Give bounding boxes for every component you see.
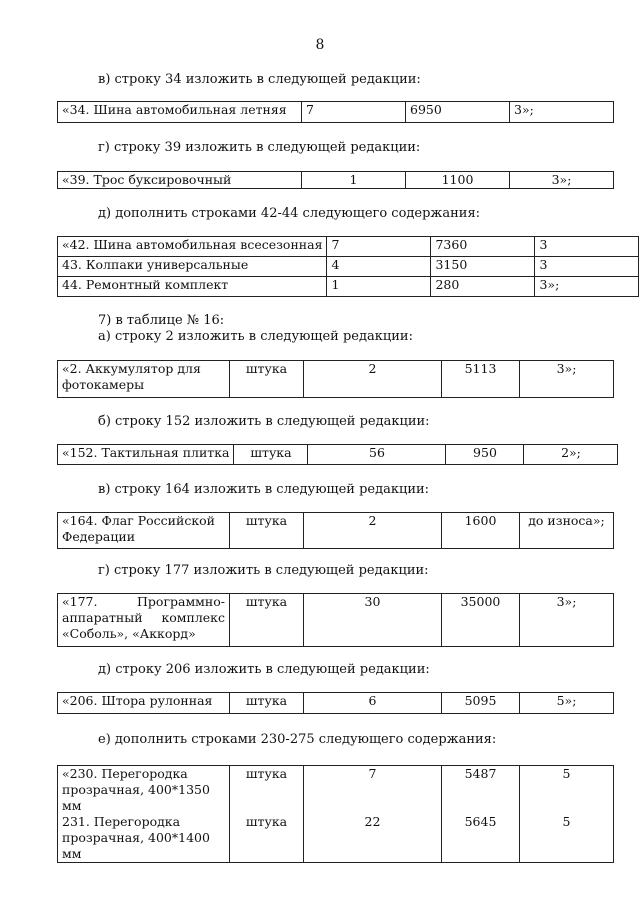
instruction-row-2: а) строку 2 изложить в следующей редакции: (98, 329, 413, 344)
table-rows-230-275 (57, 765, 614, 863)
cell-unit: штука (230, 513, 304, 549)
table-row (58, 277, 639, 297)
cell-qty: 4 (327, 257, 431, 277)
table-row (58, 361, 614, 398)
cell-qty: 7 (327, 237, 431, 257)
instruction-row-152: б) строку 152 изложить в следующей редакции: (98, 414, 430, 429)
cell-term: 2»; (524, 445, 618, 465)
cell-qty: 2 (304, 513, 442, 549)
table-row-164 (57, 512, 614, 549)
cell-unit: штука (230, 693, 304, 714)
cell-name: 231. Перегородка прозрачная, 400*1400 мм (58, 814, 230, 863)
cell-price: 5487 (442, 766, 520, 815)
cell-price: 950 (446, 445, 524, 465)
heading-table-16: 7) в таблице № 16: (98, 313, 225, 328)
page-number: 8 (315, 37, 325, 53)
cell-price: 280 (431, 277, 535, 297)
cell-qty: 7 (302, 102, 406, 123)
cell-name: «177. Программно-аппаратный комплекс «Соболь», «Аккорд» (58, 594, 230, 647)
table-row (58, 102, 614, 123)
instruction-rows-42-44: д) дополнить строками 42-44 следующего содержания: (98, 206, 481, 221)
cell-name: 44. Ремонтный комплект (58, 277, 327, 297)
cell-qty: 1 (302, 172, 406, 189)
cell-name: «2. Аккумулятор для фотокамеры (58, 361, 230, 398)
cell-price: 6950 (406, 102, 510, 123)
table-row (58, 445, 618, 465)
table-row-39 (57, 171, 614, 189)
cell-name: «42. Шина автомобильная всесезонная (58, 237, 327, 257)
cell-price: 7360 (431, 237, 535, 257)
table-rows-42-44 (57, 236, 639, 297)
instruction-row-39: г) строку 39 изложить в следующей редакции: (98, 140, 421, 155)
cell-term: 3»; (520, 361, 614, 398)
cell-price: 5095 (442, 693, 520, 714)
cell-name: 43. Колпаки универсальные (58, 257, 327, 277)
table-row-177 (57, 593, 614, 647)
cell-price: 5645 (442, 814, 520, 863)
cell-qty: 2 (304, 361, 442, 398)
cell-unit: штука (230, 766, 304, 815)
cell-qty: 22 (304, 814, 442, 863)
cell-term: 3»; (510, 102, 614, 123)
cell-term: 3»; (510, 172, 614, 189)
instruction-row-164: в) строку 164 изложить в следующей редакции: (98, 482, 430, 497)
table-row (58, 513, 614, 549)
instruction-row-34: в) строку 34 изложить в следующей редакции: (98, 72, 421, 87)
table-row (58, 594, 614, 647)
instruction-row-206: д) строку 206 изложить в следующей редакции: (98, 662, 430, 677)
cell-unit: штука (230, 814, 304, 863)
cell-qty: 7 (304, 766, 442, 815)
cell-term: до износа»; (520, 513, 614, 549)
cell-term: 5 (520, 814, 614, 863)
cell-qty: 30 (304, 594, 442, 647)
cell-name: «164. Флаг Российской Федерации (58, 513, 230, 549)
cell-term: 5»; (520, 693, 614, 714)
cell-unit: штука (230, 594, 304, 647)
cell-name: «230. Перегородка прозрачная, 400*1350 мм (58, 766, 230, 815)
table-row-206 (57, 692, 614, 714)
cell-term: 3 (535, 257, 639, 277)
cell-term: 3 (535, 237, 639, 257)
cell-qty: 6 (304, 693, 442, 714)
table-row (58, 172, 614, 189)
cell-price: 1100 (406, 172, 510, 189)
table-row (58, 766, 614, 815)
cell-term: 3»; (520, 594, 614, 647)
cell-price: 5113 (442, 361, 520, 398)
table-row (58, 814, 614, 863)
cell-unit: штука (234, 445, 308, 465)
cell-name: «34. Шина автомобильная летняя (58, 102, 302, 123)
cell-price: 35000 (442, 594, 520, 647)
cell-qty: 1 (327, 277, 431, 297)
cell-price: 3150 (431, 257, 535, 277)
instruction-rows-230-275: е) дополнить строками 230-275 следующего содержания: (98, 732, 497, 747)
table-row-2 (57, 360, 614, 398)
cell-name: «39. Трос буксировочный (58, 172, 302, 189)
cell-qty: 56 (308, 445, 446, 465)
table-row (58, 237, 639, 257)
cell-term: 5 (520, 766, 614, 815)
cell-term: 3»; (535, 277, 639, 297)
table-row (58, 257, 639, 277)
table-row-34 (57, 101, 614, 123)
table-row (58, 693, 614, 714)
cell-name: «152. Тактильная плитка (58, 445, 234, 465)
cell-price: 1600 (442, 513, 520, 549)
table-row-152 (57, 444, 618, 465)
cell-name: «206. Штора рулонная (58, 693, 230, 714)
cell-unit: штука (230, 361, 304, 398)
instruction-row-177: г) строку 177 изложить в следующей редакции: (98, 563, 429, 578)
